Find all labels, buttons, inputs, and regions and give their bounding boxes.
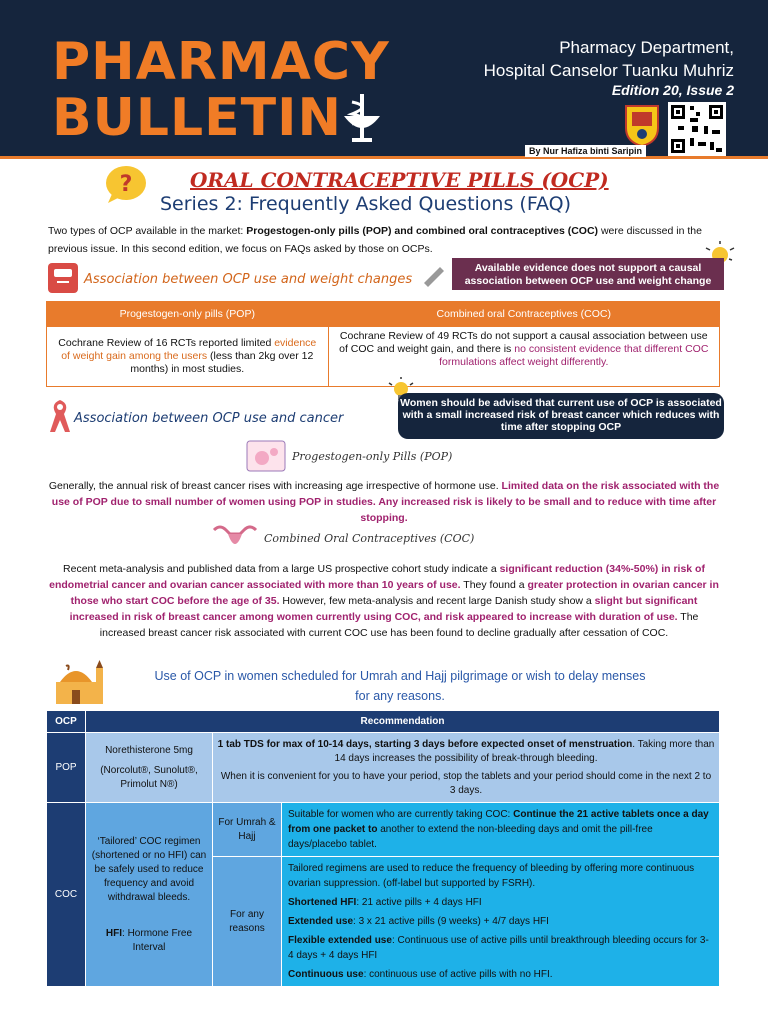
coc-cancer-text-c: However, few meta-analysis and recent large Danish study show a xyxy=(279,595,595,607)
coc-cancer-highlight-2: greater protection in ovarian cancer in those who start COC before the age of 35. xyxy=(70,579,719,607)
department-line: Pharmacy Department, xyxy=(559,38,734,57)
breast-cancer-icon xyxy=(246,440,286,472)
question-bubble-icon xyxy=(104,164,150,204)
pop-dosing-text: . Taking more than 14 days increases the possibility of break-through bleeding. xyxy=(334,738,715,764)
extended-use-item xyxy=(288,914,713,929)
intro-paragraph xyxy=(48,222,720,258)
umrah-text-a: Suitable for women who are currently taking COC: xyxy=(288,809,514,820)
coc-weight-highlight: no consistent evidence that different COC formulations affect weight differently. xyxy=(439,343,709,368)
umrah-hajj-recommendation xyxy=(282,803,720,857)
umrah-text-bold: Continue the 21 active tablets once a day from one packet to xyxy=(288,809,709,835)
flexible-extended-text: : Continuous use of active pills until breakthrough bleeding occurs for 3-4 days + 4 days HFI xyxy=(288,935,709,961)
continuous-use-text: : continuous use of active pills with no HFI. xyxy=(363,969,553,980)
hospital-crest-icon xyxy=(622,102,662,148)
bulletin-title-line2: BULLETIN xyxy=(52,88,342,148)
pop-recommendation-stop: When it is convenient for you to have your period, stop the tablets and your period should come in the next 2 to 3 days. xyxy=(220,770,712,796)
pop-recommendation-dosing xyxy=(217,738,715,766)
umrah-hajj-label: For Umrah & Hajj xyxy=(213,803,282,857)
cancer-ribbon-icon xyxy=(48,398,72,434)
pharmacy-bowl-icon xyxy=(338,90,386,146)
any-reasons-label: For any reasons xyxy=(213,857,282,987)
continuous-use-bold: Continuous use xyxy=(288,969,364,980)
pop-weight-text: Cochrane Review of 16 RCTs reported limited xyxy=(58,337,275,349)
shortened-hfi-text: : 21 active pills + 4 days HFI xyxy=(356,897,482,908)
article-subtitle: Series 2: Frequently Asked Questions (FAQ) xyxy=(160,193,572,215)
coc-description-cell xyxy=(86,803,213,987)
coc-cancer-text-d: The increased breast cancer risk associated with current COC use has been found to decline gradually after cessation of COC. xyxy=(99,611,699,639)
pop-weight-text-end: (less than 2kg over 12 months) in most studies. xyxy=(130,350,314,375)
coc-row-label: COC xyxy=(47,803,86,987)
coc-cancer-highlight-1: significant reduction (34%-50%) in risk of endometrial cancer and ovarian cancer associated with more than 10 years of use. xyxy=(49,563,705,591)
coc-hfi-definition xyxy=(90,927,208,955)
uterus-icon xyxy=(210,522,260,556)
shortened-hfi-item xyxy=(288,895,713,910)
pop-cancer-text: Generally, the annual risk of breast cancer rises with increasing age irrespective of hormone use. xyxy=(48,480,502,492)
coc-column-header: Combined oral Contraceptives (COC) xyxy=(328,302,719,327)
umrah-recommendation-table xyxy=(46,710,720,987)
pop-drug-cell xyxy=(86,733,213,803)
any-reasons-recommendation xyxy=(282,857,720,987)
weight-callout: Available evidence does not support a causal association between OCP use and weight change xyxy=(452,258,724,290)
hospital-line: Hospital Canselor Tuanku Muhriz xyxy=(483,61,734,80)
intro-text: Two types of OCP available in the market: xyxy=(48,225,247,237)
extended-use-text: : 3 x 21 active pills (9 weeks) + 4/7 days HFI xyxy=(353,916,549,927)
weight-scale-icon xyxy=(48,263,78,293)
tailored-regimen-text: Tailored regimens are used to reduce the frequency of bleeding by offering more continuous ovarian suppression. (off-label but supported by FSRH). xyxy=(288,863,695,889)
cancer-section-heading: Association between OCP use and cancer xyxy=(74,411,344,426)
author-byline: By Nur Hafiza binti Saripin xyxy=(525,145,646,157)
qr-code-icon[interactable] xyxy=(668,102,726,156)
svg-text:?: ? xyxy=(119,172,133,197)
pop-weight-highlight: evidence of weight gain among the users xyxy=(61,337,317,362)
weight-section-heading: Association between OCP use and weight changes xyxy=(84,272,413,287)
hfi-text: : Hormone Free Interval xyxy=(122,927,193,953)
umrah-heading-line1: Use of OCP in women scheduled for Umrah and Hajj pilgrimage or wish to delay menses xyxy=(154,669,646,683)
coc-cancer-text-a: Recent meta-analysis and published data from a large US prospective cohort study indicate a xyxy=(63,563,500,575)
mosque-icon xyxy=(52,656,108,706)
extended-use-bold: Extended use xyxy=(288,916,354,927)
pop-row-label: POP xyxy=(47,733,86,803)
ocp-column-header: OCP xyxy=(47,711,86,733)
pop-drug-name: Norethisterone 5mg xyxy=(105,744,193,756)
pop-recommendation-cell xyxy=(213,733,720,803)
bulletin-title-line1: PHARMACY xyxy=(52,32,390,92)
weight-comparison-table xyxy=(46,301,720,387)
coc-cancer-heading: Combined Oral Contraceptives (COC) xyxy=(264,532,475,545)
pencil-icon xyxy=(420,263,448,287)
department-name xyxy=(484,36,734,82)
umrah-heading-line2: for any reasons. xyxy=(355,689,445,703)
header-divider xyxy=(0,156,768,159)
hfi-bold: HFI xyxy=(105,927,123,939)
pop-cancer-paragraph xyxy=(48,478,720,526)
cancer-callout: Women should be advised that current use of OCP is associated with a small increased risk of breast cancer which reduces with time after stopping OCP xyxy=(398,393,724,439)
pop-dosing-bold: 1 tab TDS for max of 10-14 days, starting 3 days before expected onset of menstruation xyxy=(217,738,633,750)
intro-text-end: were discussed in the previous issue. In this second edition, we focus on FAQs asked by those on OCPs. xyxy=(48,225,702,255)
flexible-extended-item xyxy=(288,933,713,963)
coc-weight-text: Cochrane Review of 49 RCTs do not support a causal association between use of COC and weight gain, and there is xyxy=(339,330,708,355)
flexible-extended-bold: Flexible extended use xyxy=(288,935,392,946)
pop-cancer-heading: Progestogen-only Pills (POP) xyxy=(292,450,453,463)
recommendation-column-header: Recommendation xyxy=(86,711,720,733)
umrah-text-c: another to extend the non-bleeding days and omit the pill-free days/placebo tablet. xyxy=(288,824,653,850)
coc-cancer-paragraph xyxy=(48,561,720,641)
edition-label: Edition 20, Issue 2 xyxy=(611,82,734,98)
coc-cancer-highlight-3: slight but significant increased in risk of breast cancer among women currently using COC, and risk appeared to increase with duration of use. xyxy=(69,595,698,623)
pop-weight-cell xyxy=(47,327,329,387)
shortened-hfi-bold: Shortened HFI xyxy=(288,897,357,908)
pop-drug-brands: (Norcolut®, Sunolut®, Primolut N®) xyxy=(100,764,198,790)
article-title: ORAL CONTRACEPTIVE PILLS (OCP) xyxy=(190,168,609,192)
umrah-heading xyxy=(130,666,670,706)
coc-tailored-text: ‘Tailored’ COC regimen (shortened or no HFI) can be safely used to reduce frequency and avoid withdrawal bleeds. xyxy=(91,835,207,903)
pop-column-header: Progestogen-only pills (POP) xyxy=(47,302,329,327)
pop-cancer-highlight: Limited data on the risk associated with the use of POP due to small number of women using POP in studies. Any increased risk is likely to be small and to reduce with time after stopping. xyxy=(51,480,720,524)
continuous-use-item xyxy=(288,967,713,982)
coc-cancer-text-b: They found a xyxy=(460,579,528,591)
intro-bold: Progestogen-only pills (POP) and combined oral contraceptives (COC) xyxy=(246,225,599,237)
